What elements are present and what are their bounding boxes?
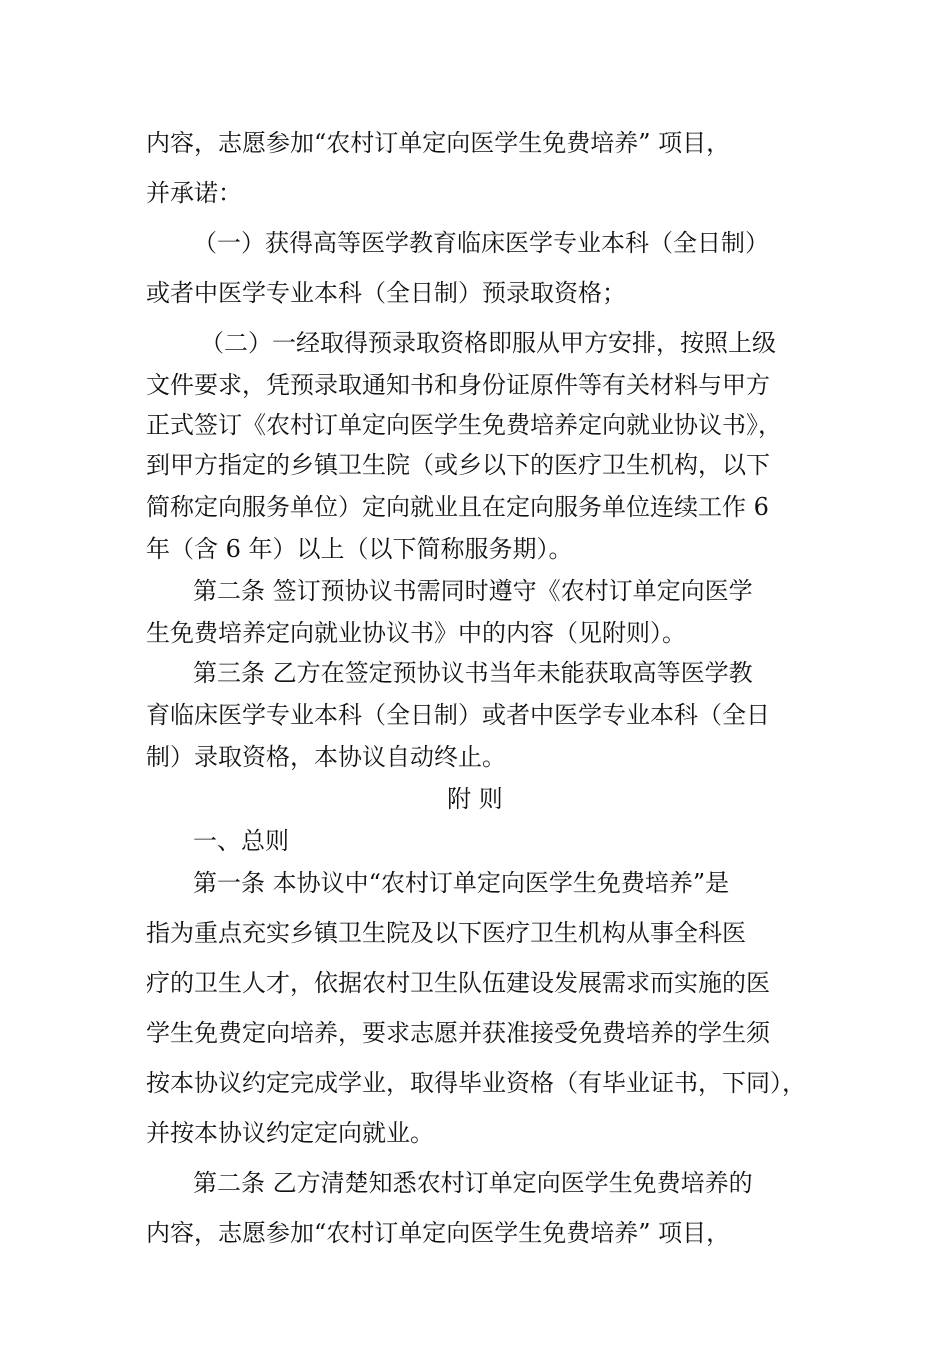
section-heading: 附 则 <box>447 785 503 813</box>
text-line-24: 第二条 乙方清楚知悉农村订单定向医学生免费培养的 <box>193 1169 753 1197</box>
text-line-25: 内容，志愿参加“农村订单定向医学生免费培养” 项目， <box>146 1219 731 1247</box>
text-line-11: 第二条 签订预协议书需同时遵守《农村订单定向医学 <box>193 577 753 605</box>
text-line-21: 学生免费定向培养，要求志愿并获准接受免费培养的学生须 <box>146 1019 770 1047</box>
text-line-4: 或者中医学专业本科（全日制）预录取资格； <box>146 279 626 307</box>
text-line-13: 第三条 乙方在签定预协议书当年未能获取高等医学教 <box>193 659 753 687</box>
text-line-15: 制）录取资格，本协议自动终止。 <box>146 743 506 771</box>
subsection-heading: 一、总则 <box>193 827 289 855</box>
text-line-22: 按本协议约定完成学业，取得毕业资格（有毕业证书，下同）， <box>146 1069 806 1097</box>
text-line-23: 并按本协议约定定向就业。 <box>146 1119 434 1147</box>
text-line-2: 并承诺： <box>146 179 242 207</box>
text-line-18: 第一条 本协议中“农村订单定向医学生免费培养”是 <box>193 869 730 897</box>
text-line-6: 文件要求，凭预录取通知书和身份证原件等有关材料与甲方 <box>146 371 770 399</box>
text-line-8: 到甲方指定的乡镇卫生院（或乡以下的医疗卫生机构，以下 <box>146 451 770 479</box>
text-line-1: 内容，志愿参加“农村订单定向医学生免费培养” 项目， <box>146 129 731 157</box>
text-line-10: 年（含 6 年）以上（以下简称服务期）。 <box>146 535 573 563</box>
text-line-7: 正式签订《农村订单定向医学生免费培养定向就业协议书》， <box>146 411 782 439</box>
text-line-3: （一）获得高等医学教育临床医学专业本科（全日制） <box>193 229 769 257</box>
text-line-12: 生免费培养定向就业协议书》中的内容（见附则）。 <box>146 619 686 647</box>
text-line-20: 疗的卫生人才，依据农村卫生队伍建设发展需求而实施的医 <box>146 969 770 997</box>
text-line-19: 指为重点充实乡镇卫生院及以下医疗卫生机构从事全科医 <box>146 919 746 947</box>
text-line-14: 育临床医学专业本科（全日制）或者中医学专业本科（全日 <box>146 701 770 729</box>
text-line-9: 简称定向服务单位）定向就业且在定向服务单位连续工作 6 <box>146 493 769 521</box>
text-line-5: （二）一经取得预录取资格即服从甲方安排，按照上级 <box>200 329 776 357</box>
